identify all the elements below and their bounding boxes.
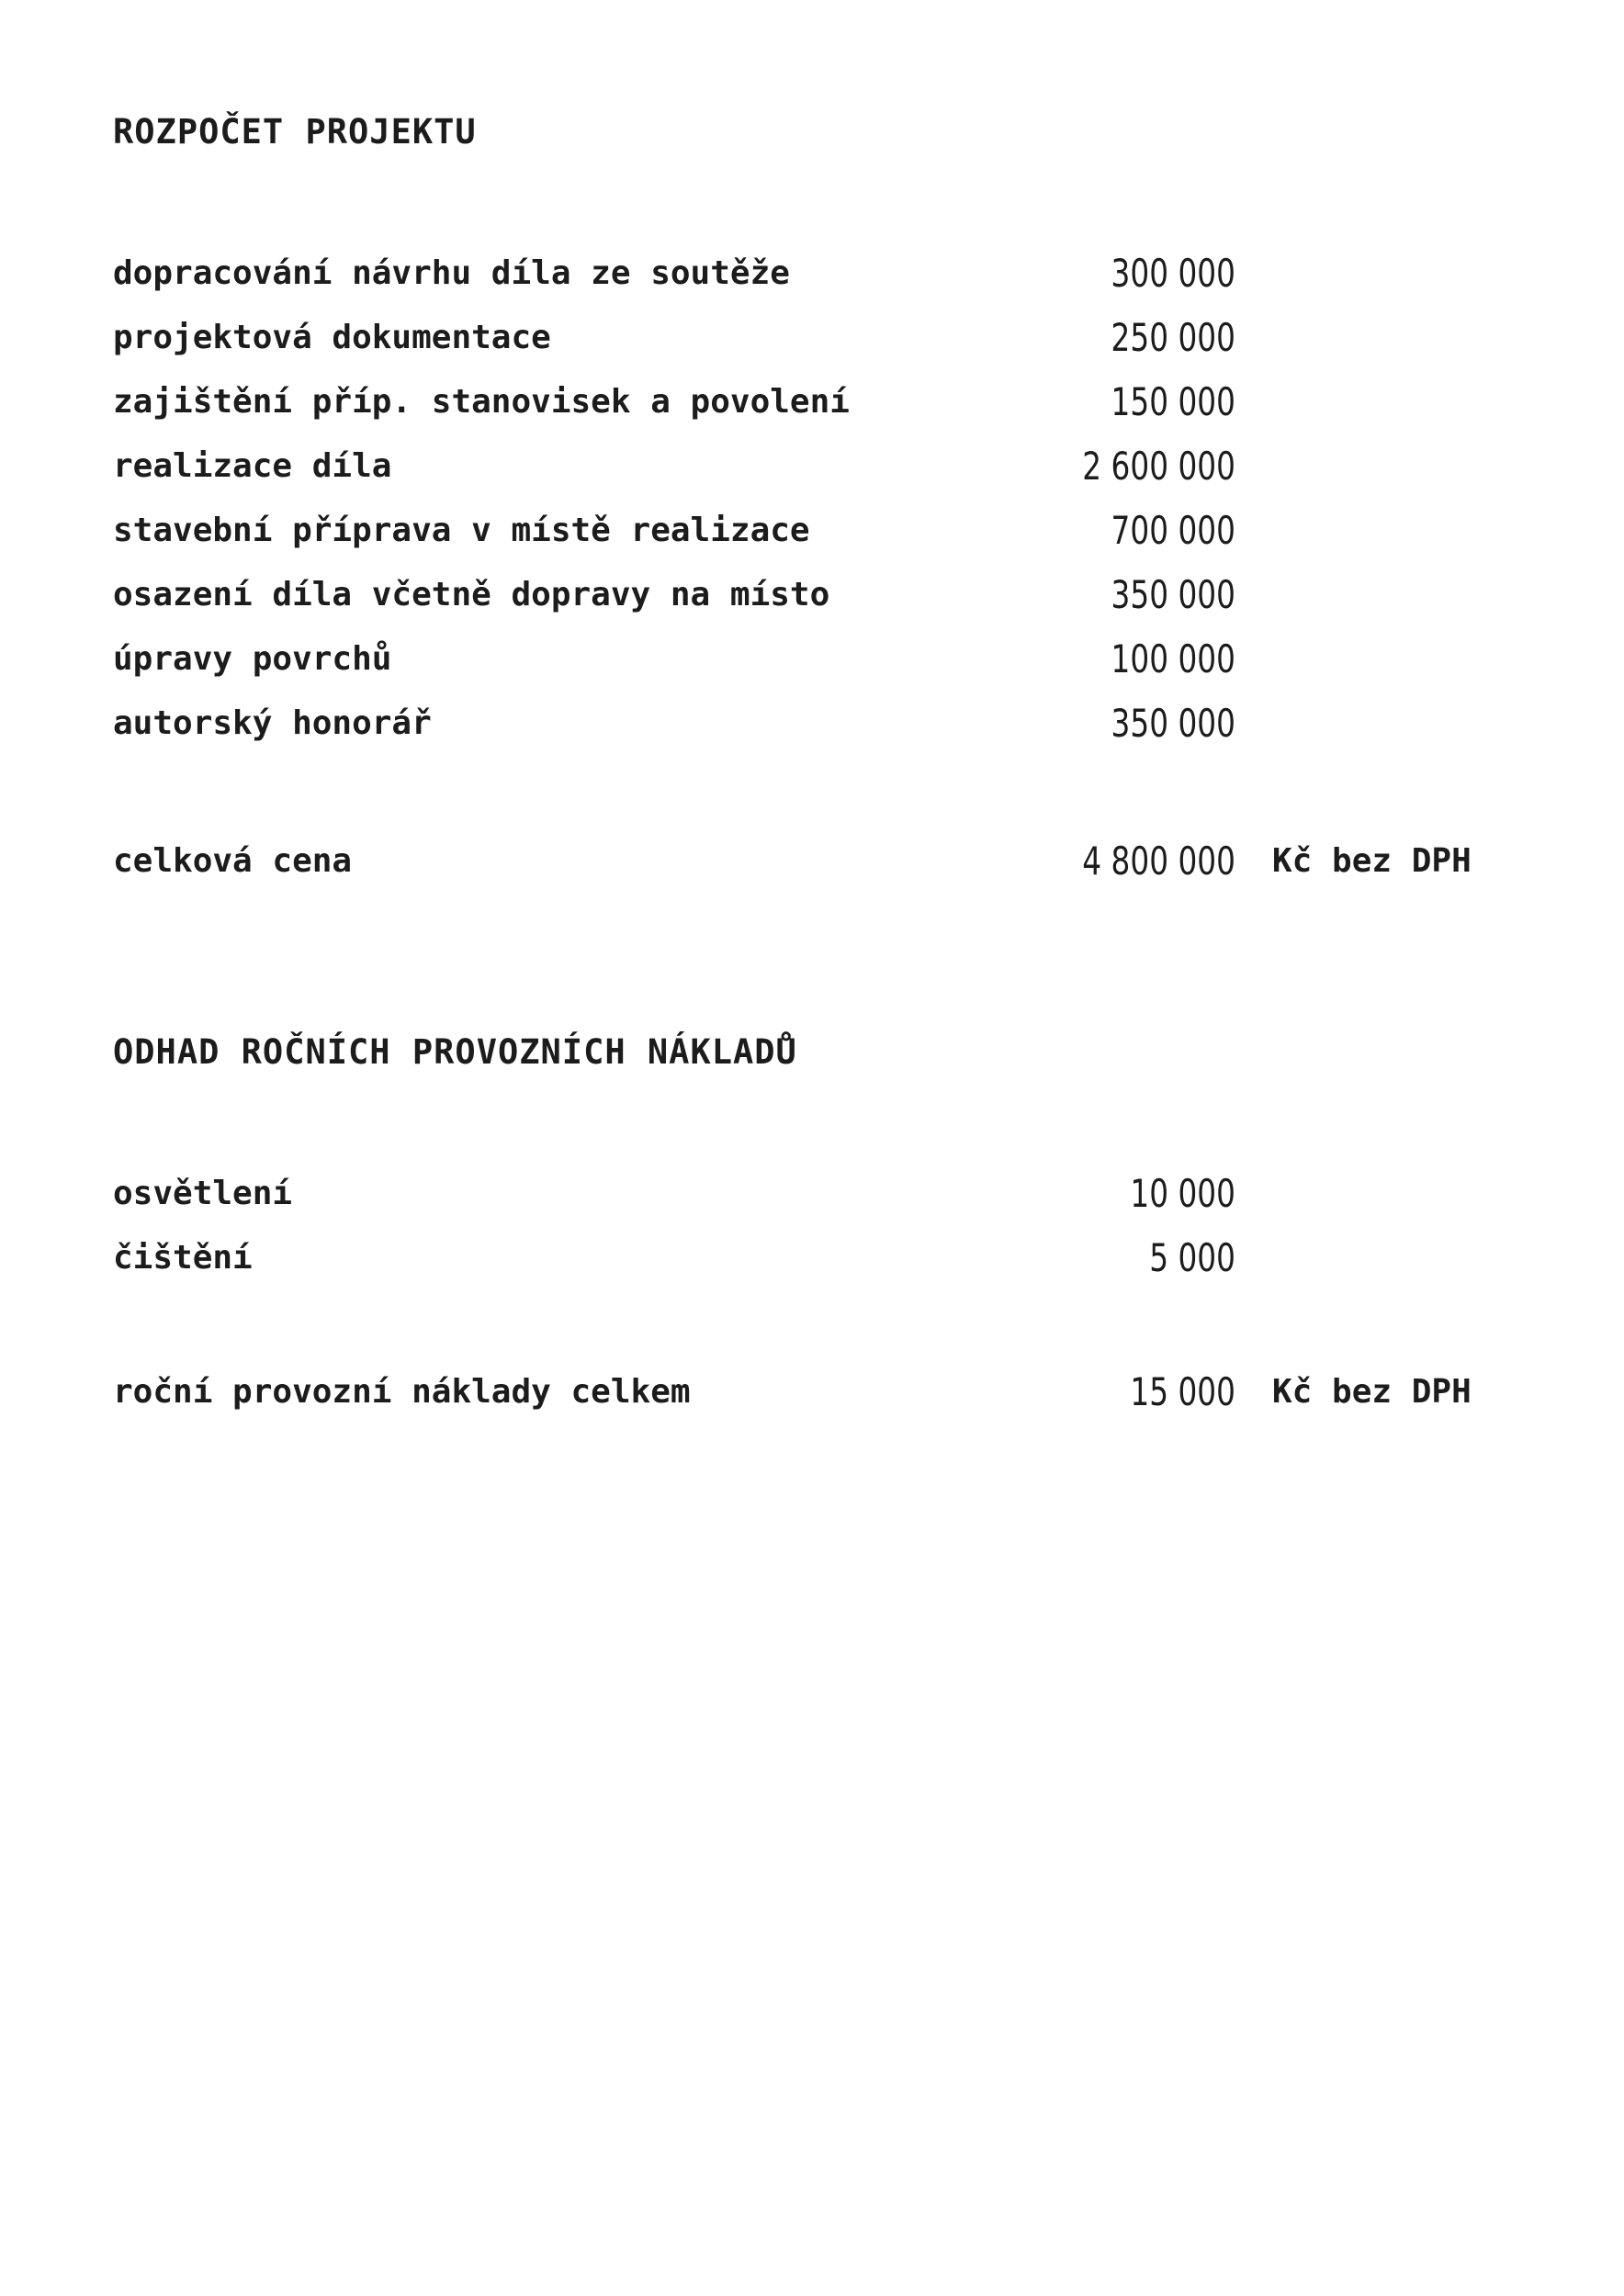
budget-item-label: stavební příprava v místě realizace: [113, 511, 810, 549]
budget-item-label: realizace díla: [113, 446, 392, 485]
budget-item-value: 2 600 000: [1082, 443, 1235, 489]
budget-total-suffix: Kč bez DPH: [1272, 841, 1472, 880]
operating-costs-heading: ODHAD ROČNÍCH PROVOZNÍCH NÁKLADŮ: [113, 1032, 797, 1072]
operating-total-value: 15 000: [1130, 1368, 1235, 1414]
operating-total-suffix: Kč bez DPH: [1272, 1372, 1472, 1411]
operating-items: [113, 1161, 1472, 1289]
operating-item-row: [113, 1161, 1472, 1225]
budget-section-heading: ROZPOČET PROJEKTU: [113, 112, 477, 152]
operating-item-value: 5 000: [1149, 1234, 1235, 1280]
document-content: [113, 112, 1472, 1424]
budget-item-label: zajištění příp. stanovisek a povolení: [113, 382, 850, 421]
budget-item-value: 300 000: [1111, 250, 1235, 296]
budget-item-label: osazení díla včetně dopravy na místo: [113, 575, 830, 613]
budget-item-row: [113, 498, 1472, 562]
budget-item-label: úpravy povrchů: [113, 639, 392, 678]
operating-total-row: [113, 1359, 1472, 1424]
budget-item-row: [113, 241, 1472, 305]
operating-item-label: osvětlení: [113, 1174, 293, 1212]
operating-item-value: 10 000: [1130, 1170, 1235, 1216]
budget-total-label: celková cena: [113, 841, 353, 880]
budget-item-value: 350 000: [1111, 571, 1235, 617]
budget-item-value: 250 000: [1111, 314, 1235, 360]
operating-item-label: čištění: [113, 1238, 253, 1277]
operating-item-row: [113, 1225, 1472, 1289]
budget-item-row: [113, 626, 1472, 691]
budget-item-value: 150 000: [1111, 378, 1235, 424]
budget-item-label: projektová dokumentace: [113, 318, 551, 356]
budget-item-row: [113, 691, 1472, 755]
budget-item-row: [113, 562, 1472, 626]
budget-item-value: 350 000: [1111, 700, 1235, 746]
budget-total-value: 4 800 000: [1082, 838, 1235, 884]
budget-total-row: [113, 828, 1472, 893]
budget-item-value: 100 000: [1111, 636, 1235, 681]
budget-items: [113, 241, 1472, 755]
budget-item-row: [113, 305, 1472, 369]
operating-total-label: roční provozní náklady celkem: [113, 1372, 691, 1411]
budget-item-label: dopracování návrhu díla ze soutěže: [113, 253, 790, 292]
budget-item-row: [113, 433, 1472, 498]
budget-item-value: 700 000: [1111, 507, 1235, 553]
budget-item-row: [113, 369, 1472, 433]
budget-item-label: autorský honorář: [113, 703, 432, 742]
